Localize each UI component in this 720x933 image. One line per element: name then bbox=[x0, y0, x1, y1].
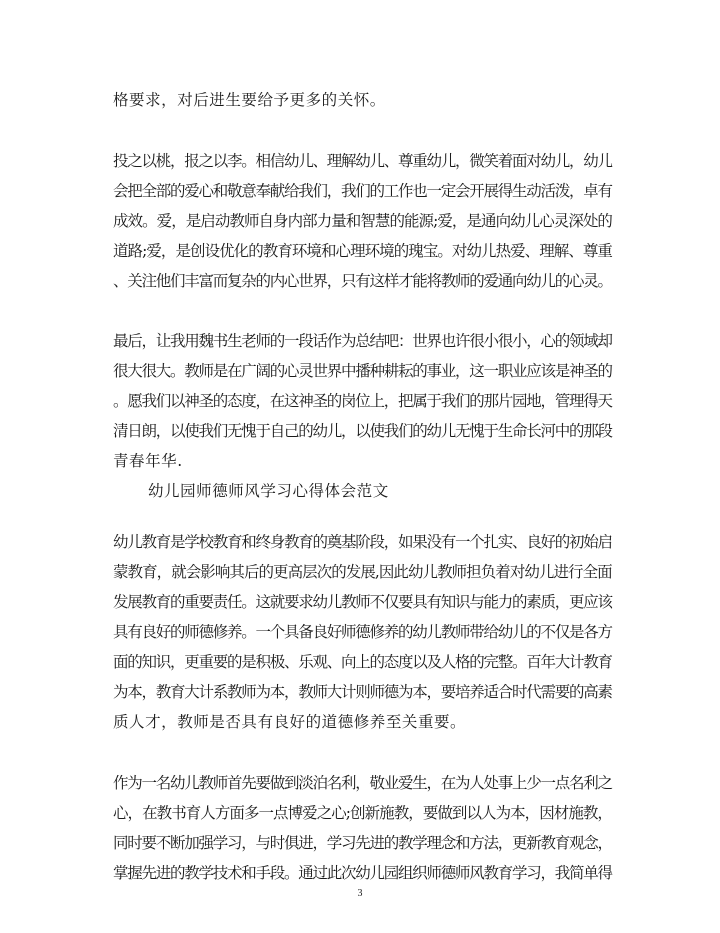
text-line: 面的知识，更重要的是积极、乐观、向上的态度以及人格的完整。百年大计教育 bbox=[113, 653, 612, 671]
text-line: 最后，让我用魏书生老师的一段话作为总结吧：世界也许很小很小，心的领域却 bbox=[113, 332, 612, 350]
text-line: 、关注他们丰富而复杂的内心世界，只有这样才能将教师的爱通向幼儿的心灵。 bbox=[113, 272, 612, 290]
text-line: 清日朗，以使我们无愧于自己的幼儿，以使我们的幼儿无愧于生命长河中的那段 bbox=[113, 422, 612, 440]
text-line: 蒙教育，就会影响其后的更高层次的发展,因此幼儿教师担负着对幼儿进行全面 bbox=[113, 563, 612, 581]
text-line: 具有良好的师德修养。一个具备良好师德修养的幼儿教师带给幼儿的不仅是各方 bbox=[113, 623, 612, 641]
text-line: 心，在教书育人方面多一点博爱之心;创新施教，要做到以人为本，因材施教， bbox=[113, 804, 612, 822]
text-line: 会把全部的爱心和敬意奉献给我们，我们的工作也一定会开展得生动活泼，卓有 bbox=[113, 182, 612, 200]
text-line: 青春年华. bbox=[113, 452, 183, 470]
text-line: 道路;爱，是创设优化的教育环境和心理环境的瑰宝。对幼儿热爱、理解、尊重 bbox=[113, 242, 612, 260]
text-line: 很大很大。教师是在广阔的心灵世界中播种耕耘的事业，这一职业应该是神圣的 bbox=[113, 362, 612, 380]
text-line: 为本，教育大计系教师为本，教师大计则师德为本，要培养适合时代需要的高素 bbox=[113, 683, 612, 701]
text-line: 同时要不断加强学习，与时俱进，学习先进的教学理念和方法，更新教育观念， bbox=[113, 834, 612, 852]
text-line: 发展教育的重要责任。这就要求幼儿教师不仅要具有知识与能力的素质，更应该 bbox=[113, 593, 612, 611]
text-line: 格要求，对后进生要给予更多的关怀。 bbox=[113, 91, 386, 109]
text-line: 投之以桃，报之以李。相信幼儿、理解幼儿、尊重幼儿，微笑着面对幼儿，幼儿 bbox=[113, 152, 612, 170]
text-line: 掌握先进的教学技术和手段。通过此次幼儿园组织师德师风教育学习，我简单得 bbox=[113, 864, 612, 882]
text-line: 。愿我们以神圣的态度，在这神圣的岗位上，把属于我们的那片园地，管理得天 bbox=[113, 392, 612, 410]
text-line: 成效。爱，是启动教师自身内部力量和智慧的能源;爱，是通向幼儿心灵深处的 bbox=[113, 212, 612, 230]
text-line: 质人才，教师是否具有良好的道德修养至关重要。 bbox=[113, 713, 467, 731]
text-line: 作为一名幼儿教师首先要做到淡泊名利，敬业爱生，在为人处事上少一点名利之 bbox=[113, 774, 612, 792]
section-title: 幼儿园师德师风学习心得体会范文 bbox=[148, 482, 389, 500]
text-line: 幼儿教育是学校教育和终身教育的奠基阶段，如果没有一个扎实、良好的初始启 bbox=[113, 533, 612, 551]
page-number: 3 bbox=[357, 888, 363, 899]
